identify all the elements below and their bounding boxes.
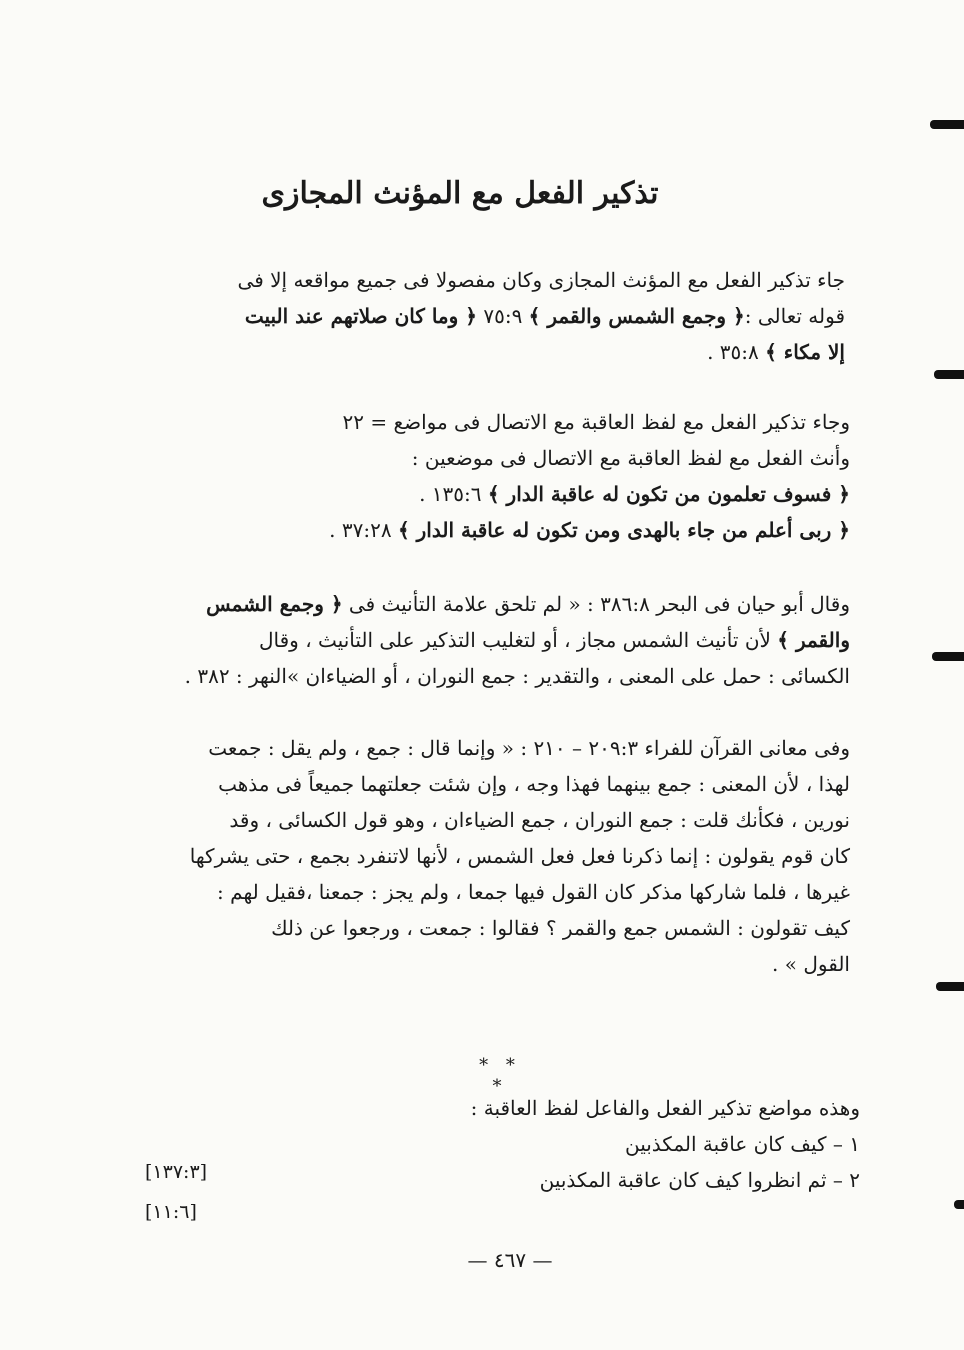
quran-quote: ﴿ ربى أعلم من جاء بالهدى ومن تكون له عاقبة الدار ﴾ — [397, 518, 850, 542]
quran-quote: إلا مكاء ﴾ — [765, 340, 845, 364]
scan-edge-mark — [934, 370, 964, 379]
text-span: قوله تعالى : — [744, 304, 845, 328]
text-line — [125, 622, 850, 658]
verse-references — [145, 1152, 255, 1232]
text-line: غيرها ، فلما شاركها مذكر كان القول فيها جمعا ، ولم يجز : جمعنا ،فقيل لهم : — [217, 880, 850, 904]
section-separator: * * * — [479, 1055, 521, 1097]
paragraph-aqiba — [210, 404, 850, 548]
verse-reference: ٣٧:٢٨ . — [329, 518, 398, 542]
text-line: كيف تقولون : الشمس جمع والقمر ؟ فقالوا : جمعت ، ورجعوا عن ذلك — [271, 916, 850, 940]
text-line: وأنث الفعل مع لفظ العاقبة مع الاتصال فى موضعين : — [411, 446, 850, 470]
text-span: لأن تأنيث الشمس مجاز ، أو لتغليب التذكير على التأنيث ، وقال — [259, 628, 778, 652]
scan-edge-mark — [954, 1200, 964, 1209]
text-line: الكسائى : حمل على المعنى ، والتقدير : جمع النوران ، أو الضياءان »النهر : ٣٨٢ . — [184, 664, 850, 688]
paragraph-abu-hayyan — [125, 586, 850, 694]
text-span: وقال أبو حيان فى البحر ٣٨٦:٨ : « لم تلحق علامة التأنيث فى — [342, 592, 850, 616]
paragraph-farra — [125, 730, 850, 982]
occurrence-list — [380, 1090, 860, 1198]
verse-reference: ١٣٥:٦ . — [419, 482, 488, 506]
list-intro: وهذه مواضع تذكير الفعل والفاعل لفظ العاقبة : — [470, 1096, 860, 1120]
reference-item: [١١:٦] — [145, 1201, 197, 1223]
reference-item: [١٣٧:٣] — [145, 1161, 208, 1183]
text-line: وجاء تذكير الفعل مع لفظ العاقبة مع الاتصال فى مواضع = ٢٢ — [342, 410, 850, 434]
text-line — [210, 476, 850, 512]
scan-edge-mark — [932, 652, 964, 661]
scan-edge-mark — [936, 982, 964, 991]
paragraph-intro — [125, 262, 845, 370]
quran-quote: والقمر ﴾ — [777, 628, 850, 652]
text-line — [210, 512, 850, 548]
text-line: القول » . — [772, 952, 850, 976]
verse-reference: ٧٥:٩ — [476, 304, 529, 328]
list-item: ٢ – ثم انظروا كيف كان عاقبة المكذبين — [539, 1168, 860, 1192]
quran-quote: ﴿ وجمع الشمس — [206, 592, 343, 616]
text-line — [125, 586, 850, 622]
text-line: جاء تذكير الفعل مع المؤنث المجازى وكان مفصولا فى جميع مواقعه إلا فى — [237, 268, 845, 292]
text-line: وفى معانى القرآن للفراء ٢٠٩:٣ – ٢١٠ : « وإنما قال : جمع ، ولم يقل : جمعت — [208, 736, 850, 760]
list-item: ١ – كيف كان عاقبة المكذبين — [624, 1132, 860, 1156]
page-title: تذكير الفعل مع المؤنث المجازى — [261, 176, 659, 211]
text-line: نورين ، فكأنك قلت : جمع النوران ، جمع الضياءان ، وهو قول الكسائى ، وقد — [229, 808, 850, 832]
quran-quote: ﴿ فسوف تعلمون من تكون له عاقبة الدار ﴾ — [487, 482, 850, 506]
text-line: لهذا ، لأن المعنى : جمع بينهما فهذا وجه ، وإن شئت جعلتهما جميعاً فى مذهب — [218, 772, 850, 796]
text-line — [125, 298, 845, 334]
verse-reference: ٣٥:٨ . — [707, 340, 766, 364]
quran-quote: ﴿ وما كان صلاتهم عند البيت — [244, 304, 477, 328]
quran-quote: ﴿ وجمع الشمس والقمر ﴾ — [528, 304, 745, 328]
scan-edge-mark — [930, 120, 964, 129]
text-line: كان قوم يقولون : إنما ذكرنا فعل فعل الشمس ، لأنها لاتنفرد بجمع ، حتى يشركها — [189, 844, 850, 868]
page-number: — ٤٦٧ — — [467, 1248, 553, 1272]
text-line — [125, 334, 845, 370]
